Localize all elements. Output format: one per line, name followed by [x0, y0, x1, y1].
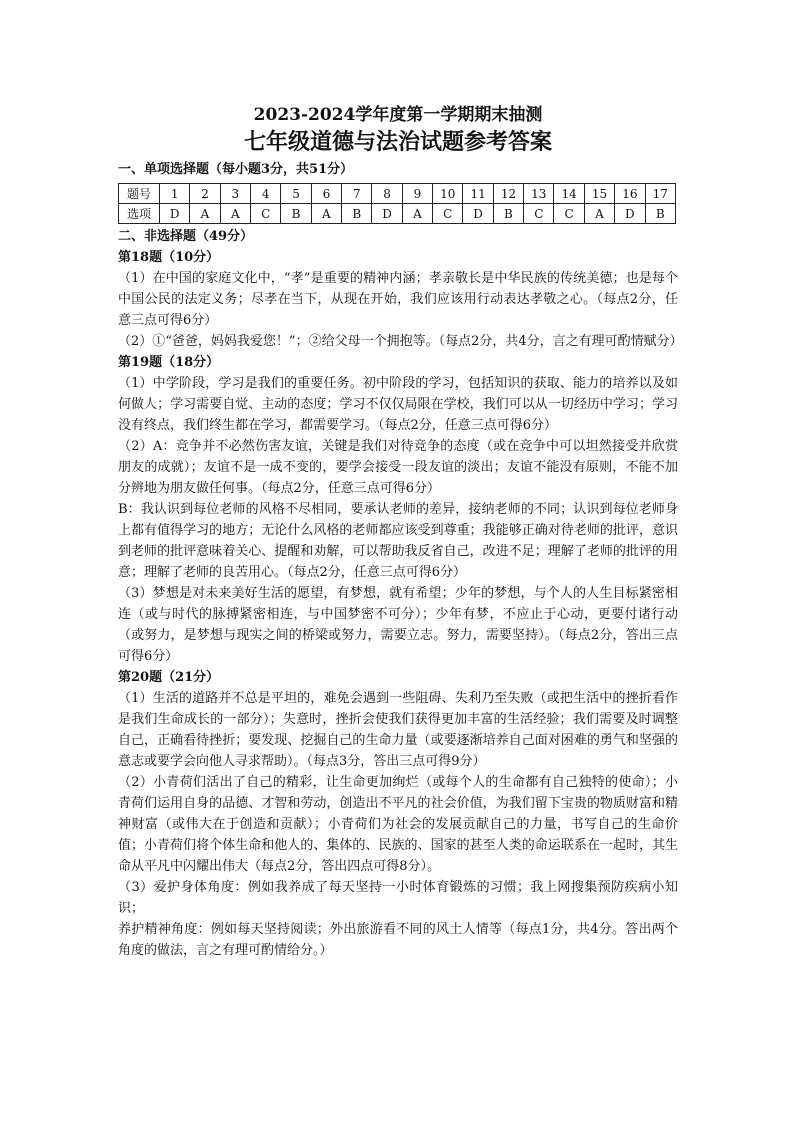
question-number: 12: [493, 184, 523, 204]
q19-answer-2b: B：我认识到每位老师的风格不尽相同，要承认老师的差异，接纳老师的不同；认识到每位老师身上都有值得学习的地方；无论什么风格的老师都应该受到尊重；我能够正确对待老师的批评，意识到老师的批评意味着关心、提醒和劝解，可以帮助我反省自己，改进不足；理解了老师的批评的用意；理解了老师的良苦用心。（每点2分，任意三点可得6分）: [118, 502, 678, 580]
question-number: 10: [433, 184, 463, 204]
question-number: 16: [615, 184, 645, 204]
question-18-heading: 第18题（10分）: [118, 250, 220, 265]
answer-cell: B: [281, 204, 311, 224]
answer-cell: B: [493, 204, 523, 224]
question-number: 13: [524, 184, 554, 204]
q20-answer-2: （2）小青荷们活出了自己的精彩，让生命更加绚烂（或每个人的生命都有自己独特的使命）；小青荷们运用自身的品德、才智和劳动，创造出不平凡的社会价值，为我们留下宝贵的物质财富和精神财富（或伟大在于创造和贡献）；小青荷们为社会的发展贡献自己的力量，书写自己的生命价值；小青荷们将个体生命和他人的、集体的、民族的、国家的甚至人类的命运联系在一起时，其生命从平凡中闪耀出伟大（每点2分，答出四点可得8分）。: [118, 775, 678, 874]
answer-cell: C: [554, 204, 584, 224]
answer-cell: D: [463, 204, 493, 224]
question-number: 14: [554, 184, 584, 204]
section-2-heading: 二、非选择题（49分）: [118, 229, 254, 244]
row-label-number: 题号: [119, 184, 160, 204]
question-number: 2: [190, 184, 220, 204]
page-title: 七年级道德与法治试题参考答案: [243, 129, 552, 155]
answer-cell: D: [615, 204, 645, 224]
answer-cell: C: [433, 204, 463, 224]
answer-cell: D: [160, 204, 190, 224]
answer-cell: B: [645, 204, 676, 224]
question-19-heading: 第19题（18分）: [118, 355, 220, 370]
answer-cell: A: [402, 204, 432, 224]
question-number: 11: [463, 184, 493, 204]
answer-cell: A: [220, 204, 250, 224]
answer-cell: A: [311, 204, 341, 224]
q19-answer-3: （3）梦想是对未来美好生活的愿望，有梦想，就有希望；少年的梦想，与个人的人生目标紧密相连（或与时代的脉搏紧密相连，与中国梦密不可分）；少年有梦，不应止于心动，更要付诸行动（或努力，是梦想与现实之间的桥梁或努力，需要立志。努力，需要坚持）。（每点2分，答出三点可得6分）: [118, 586, 678, 664]
question-number: 6: [311, 184, 341, 204]
answer-cell: C: [524, 204, 554, 224]
answer-key-table: [118, 183, 676, 224]
question-20-heading: 第20题（21分）: [118, 670, 220, 685]
section-1-heading: 一、单项选择题（每小题3分，共51分）: [118, 162, 354, 177]
question-number: 15: [584, 184, 614, 204]
question-number: 7: [342, 184, 372, 204]
q18-answer-1: （1）在中国的家庭文化中，“孝”是重要的精神内涵；孝亲敬长是中华民族的传统美德；也是每个中国公民的法定义务；尽孝在当下，从现在开始，我们应该用行动表达孝敬之心。（每点2分，任意三点可得6分）: [118, 271, 678, 328]
question-number: 9: [402, 184, 432, 204]
question-number: 8: [372, 184, 402, 204]
q20-answer-1: （1）生活的道路并不总是平坦的，难免会遇到一些阻碍、失利乃至失败（或把生活中的挫折看作是我们生命成长的一部分）；失意时，挫折会使我们获得更加丰富的生活经验；我们需要及时调整自己，正确看待挫折；要发现、挖掘自己的生命力量（或要逐渐培养自己面对困难的勇气和坚强的意志或要学会向他人寻求帮助）。（每点3分，答出三点可得9分）: [118, 691, 678, 769]
answer-cell: C: [251, 204, 281, 224]
exam-term-title: 2023-2024学年度第一学期期末抽测: [253, 105, 543, 125]
question-number-row: [119, 184, 676, 204]
question-number: 4: [251, 184, 281, 204]
q20-answer-3-mind: 养护精神角度：例如每天坚持阅读；外出旅游看不同的风土人情等（每点1分，共4分。答出两个角度的做法，言之有理可酌情给分。）: [118, 922, 678, 958]
answer-cell: B: [342, 204, 372, 224]
answer-sheet: [118, 103, 683, 961]
answer-cell: A: [190, 204, 220, 224]
question-number: 3: [220, 184, 250, 204]
answer-cell: D: [372, 204, 402, 224]
q19-answer-1: （1）中学阶段，学习是我们的重要任务。初中阶段的学习，包括知识的获取、能力的培养以及如何做人；学习需要自觉、主动的态度；学习不仅仅局限在学校，我们可以从一切经历中学习；学习没有终点，我们终生都在学习，都需要学习。（每点2分，任意三点可得6分）: [118, 376, 678, 433]
answer-row: [119, 204, 676, 224]
q19-answer-2a: （2）A：竞争并不必然伤害友谊，关键是我们对待竞争的态度（或在竞争中可以坦然接受并欣赏朋友的成就）；友谊不是一成不变的，要学会接受一段友谊的淡出；友谊不能没有原则，不能不加分辨地为朋友做任何事。（每点2分，任意三点可得6分）: [118, 439, 678, 496]
q20-answer-3-body: （3）爱护身体角度：例如我养成了每天坚持一小时体育锻炼的习惯；我上网搜集预防疾病小知识；: [118, 880, 678, 916]
question-number: 17: [645, 184, 676, 204]
question-number: 5: [281, 184, 311, 204]
answer-cell: A: [584, 204, 614, 224]
row-label-answer: 选项: [119, 204, 160, 224]
q18-answer-2: （2）①“爸爸，妈妈我爱您！”；②给父母一个拥抱等。（每点2分，共4分，言之有理可酌情赋分）: [118, 334, 683, 349]
question-number: 1: [160, 184, 190, 204]
